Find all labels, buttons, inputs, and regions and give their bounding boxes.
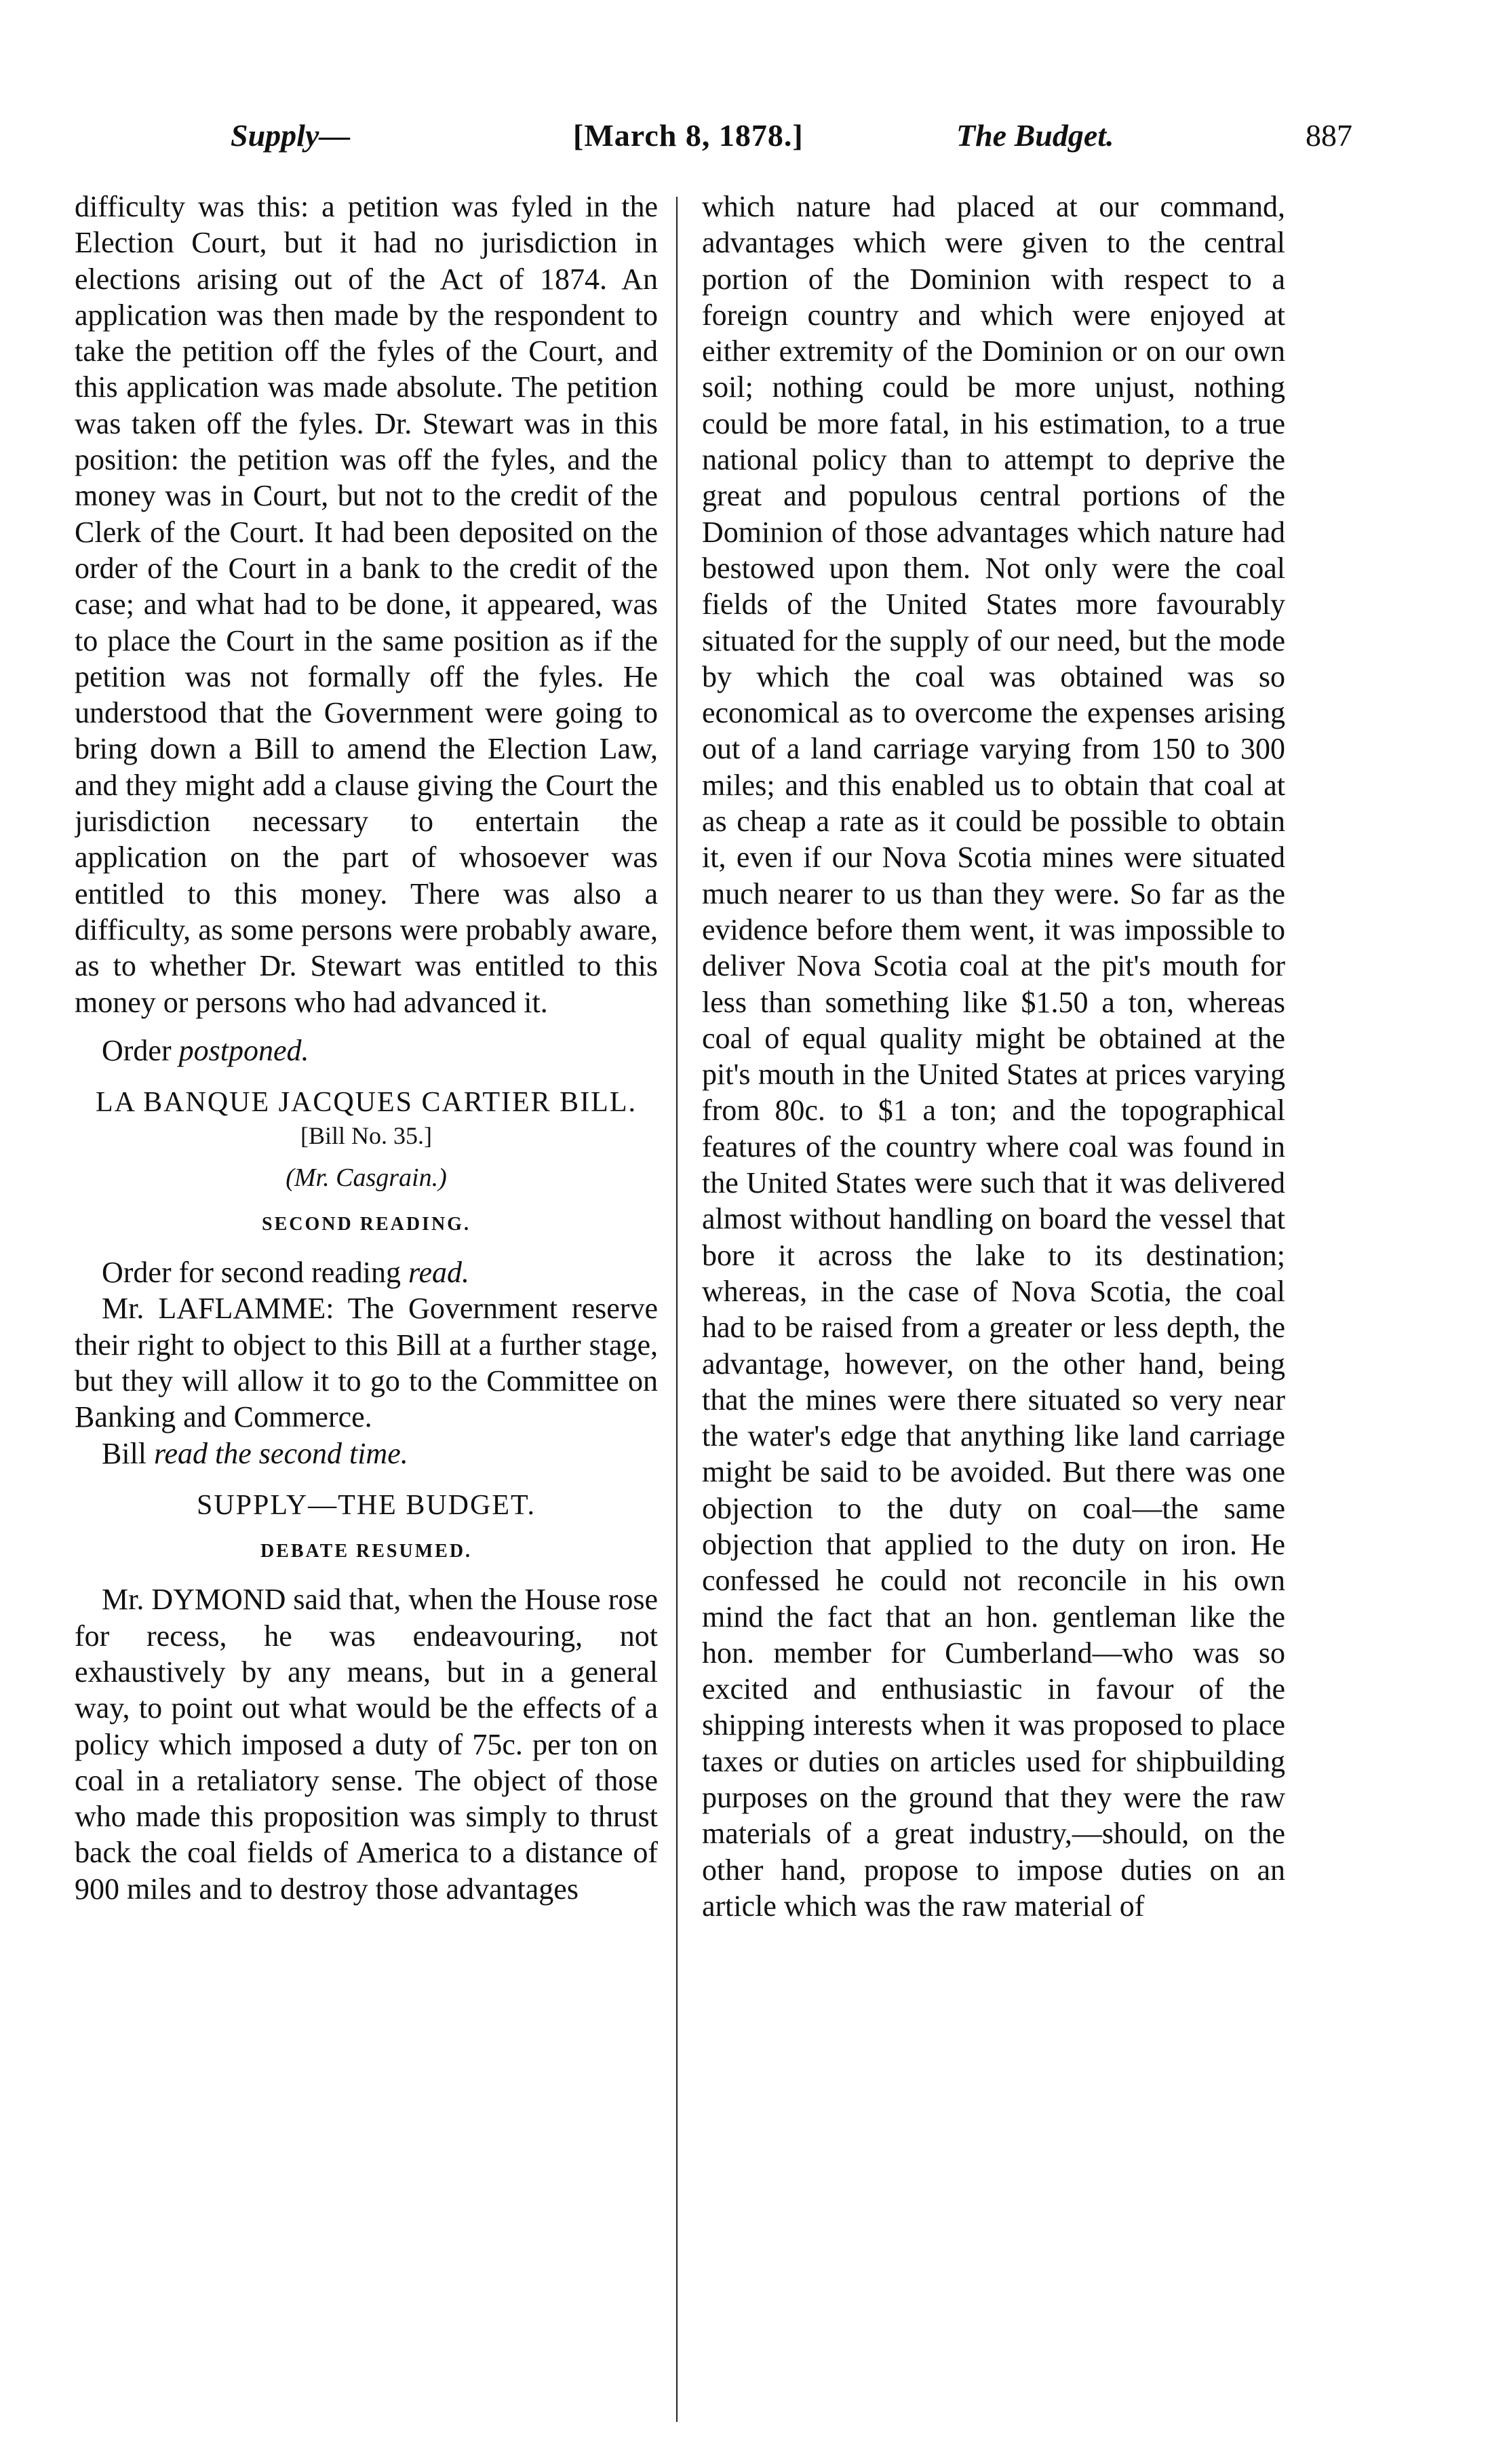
second-reading-heading: SECOND READING. bbox=[262, 1213, 471, 1235]
bill-sponsor: (Mr. Casgrain.) bbox=[286, 1163, 447, 1193]
laflamme-speech: Mr. LAFLAMME: The Government reserve their right to object to this Bill at a further stage, but they will allow it to go to the Committee on Banking and Commerce. bbox=[75, 1292, 658, 1434]
right-column bbox=[702, 189, 1285, 2441]
order-second-reading: Order for second reading read. bbox=[102, 1256, 470, 1290]
speaker-name: Mr. LAFLAMME bbox=[102, 1292, 326, 1326]
running-head-right: The Budget. bbox=[956, 118, 1114, 153]
bill-read-second-time: Bill read the second time. bbox=[102, 1436, 408, 1470]
order-postponed: Order postponed. bbox=[102, 1033, 309, 1067]
running-head-left: Supply— bbox=[231, 118, 351, 153]
running-head-date: [March 8, 1878.] bbox=[573, 118, 804, 153]
column-divider bbox=[676, 197, 678, 2422]
left-column bbox=[75, 189, 658, 2441]
paragraph-continued: which nature had placed at our command, advantages which were given to the central portion of the Dominion with respect to a foreign country and which were enjoyed at either extremity of the Dominion or on our own soil; nothing could be more unjust, nothing could be more fatal, in his estimation, to a true national policy than to attempt to deprive the great and populous central portions of the Dominion of those advantages which nature had bestowed upon them. Not only were the coal fields of the United States more favourably situated for the supply of our need, but the mode by which the coal was obtained was so economical as to overcome the expenses arising out of a land carriage varying from 150 to 300 miles; and this enabled us to obtain that coal at as cheap a rate as it could be possible to obtain it, even if our Nova Scotia mines were situated much nearer to us than they were. So far as the evidence before them went, it was impossible to deliver Nova Scotia coal at the pit's mouth for less than something like $1.50 a ton, whereas coal of equal quality might be obtained at the pit's mouth in the United States at prices varying from 80c. to $1 a ton; and the topographical features of the country where coal was found in the United States were such that it was delivered almost without handling on board the vessel that bore it across the lake to its destination; whereas, in the case of Nova Scotia, the coal had to be raised from a greater or less depth, the advantage, however, on the other hand, being that the mines were there situated so very near the water's edge that anything like land carriage might be said to be avoided. But there was one objection to the duty on coal—the same objection that applied to the duty on iron. He confessed he could not reconcile in his own mind the fact that an hon. gentleman like the hon. member for Cumberland—who was so excited and enthusiastic in favour of the shipping interests when it was proposed to place taxes or duties on articles used for shipbuilding purposes on the ground that they were the raw materials of a great industry,—should, on the other hand, propose to impose duties on an article which was the raw material of bbox=[702, 190, 1285, 1923]
supply-heading: SUPPLY—THE BUDGET. bbox=[196, 1489, 536, 1521]
paragraph-continued: difficulty was this: a petition was fyled in the Election Court, but it had no jurisdiction in elections arising out of the Act of 1874. An application was then made by the respondent to take the petition off the fyles of the Court, and this application was made absolute. The petition was taken off the fyles. Dr. Stewart was in this position: the petition was off the fyles, and the money was in Court, but not to the credit of the Clerk of the Court. It had been deposited on the order of the Court in a bank to the credit of the case; and what had to be done, it appeared, was to place the Court in the same position as if the petition was not formally off the fyles. He understood that the Government were going to bring down a Bill to amend the Election Law, and they might add a clause giving the Court the jurisdiction necessary to entertain the application on the part of whosoever was entitled to this money. There was also a difficulty, as some persons were probably aware, as to whether Dr. Stewart was entitled to this money or persons who had advanced it. bbox=[75, 190, 658, 1019]
dymond-speech: Mr. DYMOND said that, when the House rose for recess, he was endeavouring, not exhaustively by any means, but in a general way, to point out what would be the effects of a policy which imposed a duty of 75c. per ton on coal in a retaliatory sense. The object of those who made this proposition was simply to thrust back the coal fields of America to a distance of 900 miles and to destroy those advantages bbox=[75, 1583, 658, 1906]
bill-heading: LA BANQUE JACQUES CARTIER BILL. bbox=[96, 1087, 637, 1119]
debate-heading: DEBATE RESUMED. bbox=[260, 1541, 473, 1562]
speaker-name: Mr. DYMOND bbox=[102, 1583, 286, 1617]
page-number: 887 bbox=[1306, 118, 1352, 153]
bill-number: [Bill No. 35.] bbox=[300, 1122, 432, 1150]
